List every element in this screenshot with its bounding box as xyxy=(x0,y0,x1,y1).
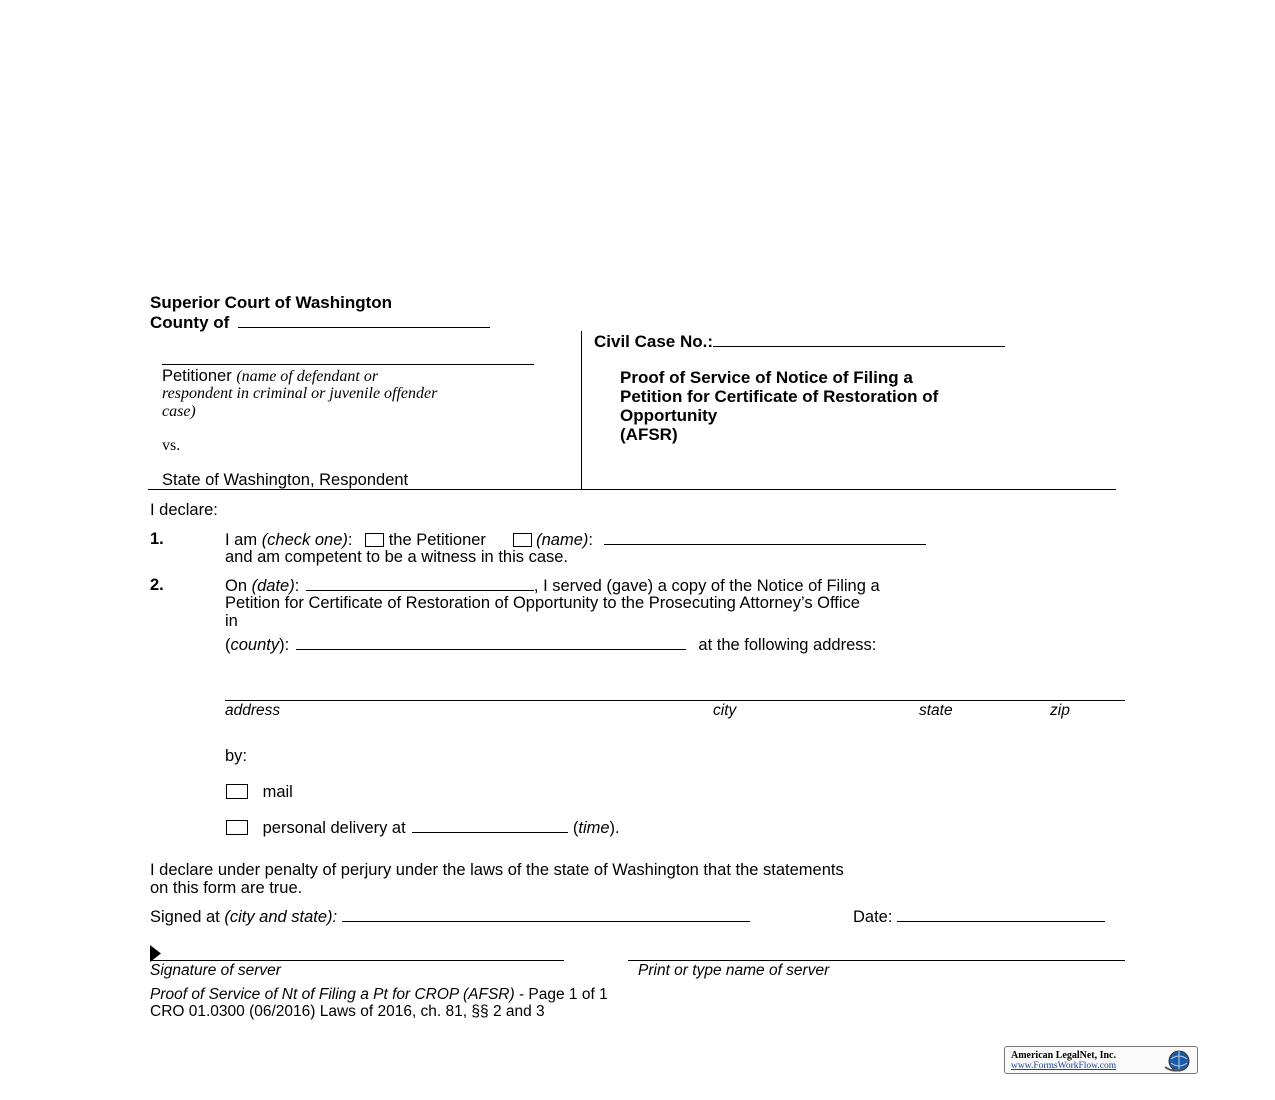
personal-delivery-row: personal delivery at (time). xyxy=(226,818,620,837)
signature-caption: Signature of server xyxy=(150,962,281,979)
publisher-url[interactable]: www.FormsWorkFlow.com xyxy=(1011,1061,1117,1071)
petitioner-checkbox[interactable] xyxy=(365,533,384,547)
caption-bottom-line xyxy=(148,489,1116,490)
mail-checkbox[interactable] xyxy=(226,784,248,799)
case-no-label: Civil Case No.: xyxy=(594,332,714,351)
delivery-time-field[interactable] xyxy=(412,818,568,833)
case-no-field[interactable] xyxy=(713,332,1005,347)
by-label: by: xyxy=(225,747,248,765)
form-title-3: Opportunity xyxy=(620,406,718,425)
footer-line-1 xyxy=(150,986,608,1003)
signature-line[interactable] xyxy=(150,960,564,961)
address-caption: address xyxy=(225,702,281,719)
perjury-line-2: on this form are true. xyxy=(150,879,303,897)
publisher-logo[interactable] xyxy=(1004,1046,1198,1074)
petitioner-note-1: (name of defendant or xyxy=(236,368,379,385)
print-name-caption: Print or type name of server xyxy=(638,962,830,979)
petitioner-note-2: respondent in criminal or juvenile offender xyxy=(162,385,438,402)
county-field[interactable] xyxy=(238,313,490,328)
date-row xyxy=(853,907,1105,926)
petitioner-note-3: case) xyxy=(162,403,196,420)
item-2-line3: in xyxy=(225,612,238,630)
petitioner-label: Petitioner xyxy=(162,367,232,385)
state-caption: state xyxy=(919,702,953,719)
print-name-line[interactable] xyxy=(628,960,1125,961)
court-name: Superior Court of Washington xyxy=(150,293,393,312)
signed-at-field[interactable] xyxy=(342,907,750,922)
check-one-note: (check one) xyxy=(261,531,348,549)
signed-at-row: Signed at (city and state): xyxy=(150,907,750,926)
petitioner-name-line[interactable] xyxy=(162,364,534,365)
globe-icon xyxy=(1163,1049,1193,1073)
i-am-text: I am xyxy=(225,531,258,549)
item-2-line2: Petition for Certificate of Restoration of Opportunity to the Prosecuting Attorney’s Office xyxy=(225,594,860,612)
service-date-field[interactable] xyxy=(306,576,534,591)
time-note: time xyxy=(578,819,610,837)
mail-option-row xyxy=(226,783,293,801)
perjury-line-1: I declare under penalty of perjury under the laws of the state of Washington that the statements xyxy=(150,861,844,879)
item-1-line2: and am competent to be a witness in this case. xyxy=(225,548,569,566)
case-no-row xyxy=(594,332,1005,351)
item-2-line1: On (date): , I served (gave) a copy of the Notice of Filing a xyxy=(225,577,880,595)
mail-label: mail xyxy=(262,783,293,801)
county-label: County of xyxy=(150,313,230,332)
personal-delivery-checkbox[interactable] xyxy=(226,820,248,835)
county-line: (county): at the following address: xyxy=(225,636,877,654)
footer-page: - Page 1 of 1 xyxy=(514,986,608,1003)
server-name-field[interactable] xyxy=(604,530,926,545)
address-line[interactable] xyxy=(225,700,1125,701)
caption-divider xyxy=(581,331,582,489)
county-note: county xyxy=(230,636,280,654)
petitioner-row xyxy=(162,367,378,386)
vs-text: vs. xyxy=(162,437,181,454)
item-1-line1: I am (check one): the Petitioner (name): xyxy=(225,530,926,549)
personal-delivery-label: personal delivery at xyxy=(262,819,406,837)
footer-form-title: Proof of Service of Nt of Filing a Pt for CROP (AFSR) xyxy=(150,986,515,1003)
date-label: Date: xyxy=(853,908,893,926)
signing-date-field[interactable] xyxy=(897,907,1105,922)
name-option: (name) xyxy=(536,531,589,549)
petitioner-option: the Petitioner xyxy=(388,531,486,549)
item-2-number: 2. xyxy=(150,576,164,594)
zip-caption: zip xyxy=(1050,702,1070,719)
declare-intro: I declare: xyxy=(150,501,218,519)
form-title-1: Proof of Service of Notice of Filing a xyxy=(620,368,913,387)
publisher-name: American LegalNet, Inc. xyxy=(1011,1050,1116,1061)
form-title-2: Petition for Certificate of Restoration of xyxy=(620,387,939,406)
footer-line-2: CRO 01.0300 (06/2016) Laws of 2016, ch. 81, §§ 2 and 3 xyxy=(150,1003,545,1020)
respondent: State of Washington, Respondent xyxy=(162,471,409,489)
county-row xyxy=(150,313,490,332)
service-county-field[interactable] xyxy=(296,635,686,650)
form-code: (AFSR) xyxy=(620,425,678,444)
date-note: (date) xyxy=(251,577,295,595)
following-address-text: at the following address: xyxy=(698,636,877,654)
city-state-note: (city and state): xyxy=(224,908,338,926)
name-checkbox[interactable] xyxy=(513,533,532,547)
item-1-number: 1. xyxy=(150,530,164,548)
city-caption: city xyxy=(713,702,737,719)
